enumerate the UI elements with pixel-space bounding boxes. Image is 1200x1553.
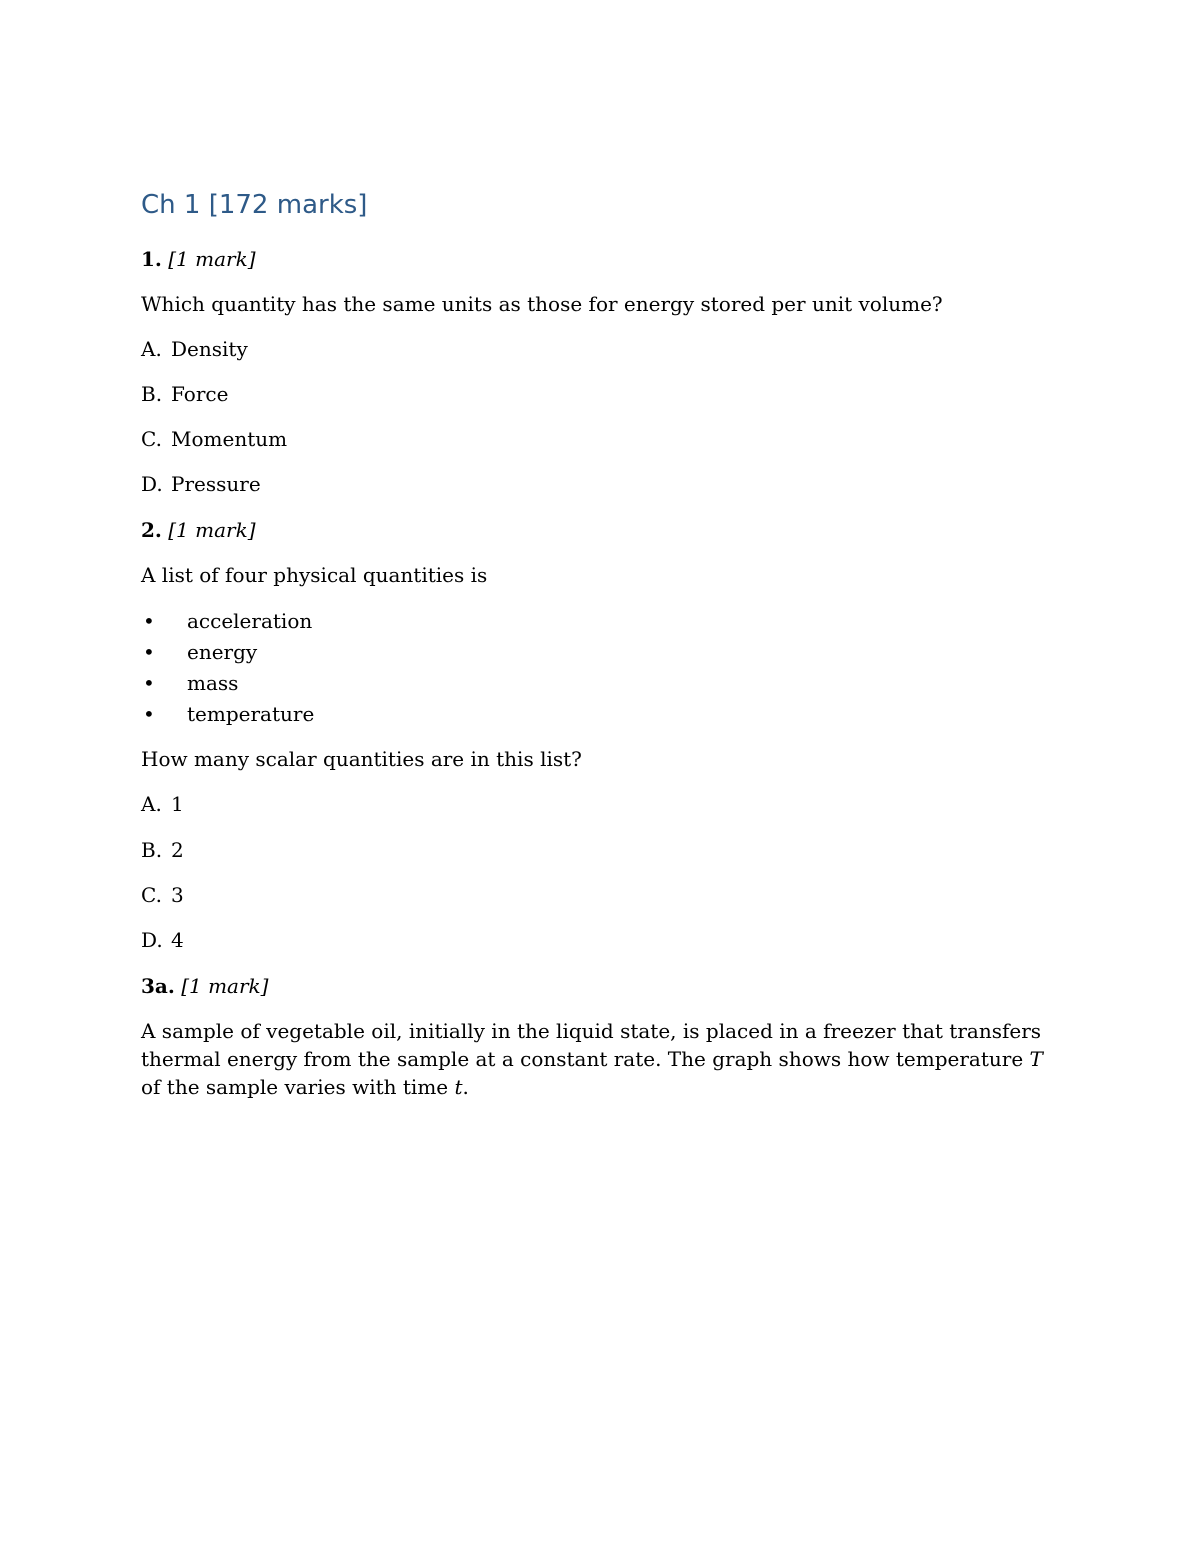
- question-number: 1.: [141, 247, 162, 271]
- option-letter: B.: [141, 838, 163, 862]
- question-2-option-c: [141, 881, 184, 909]
- question-marks: [1 mark]: [181, 974, 269, 998]
- list-item: [141, 700, 314, 731]
- option-letter: C.: [141, 427, 162, 451]
- list-item: [141, 607, 314, 638]
- question-1-option-a: [141, 335, 248, 363]
- list-item: [141, 669, 314, 700]
- question-2-header: [141, 516, 256, 544]
- option-text: 3: [171, 883, 184, 907]
- question-2-intro: A list of four physical quantities is: [141, 563, 488, 587]
- question-3a-text: [141, 1017, 1061, 1101]
- question-1-option-d: [141, 470, 261, 498]
- question-2-option-a: [141, 790, 184, 818]
- question-1-prompt: Which quantity has the same units as those for energy stored per unit volume?: [141, 292, 943, 316]
- list-item-text: acceleration: [187, 609, 313, 633]
- question-2-option-b: [141, 836, 184, 864]
- question-3a-header: [141, 972, 268, 1000]
- bullet-icon: •: [143, 640, 155, 664]
- option-text: Momentum: [171, 427, 288, 451]
- option-letter: B.: [141, 382, 163, 406]
- option-letter: D.: [141, 472, 163, 496]
- text-segment: A sample of vegetable oil, initially in the liquid state, is placed in a freezer that transfers thermal energy from the sample at a constant rate. The graph shows how temperature: [141, 1019, 1042, 1071]
- list-item: [141, 638, 314, 669]
- option-text: Force: [171, 382, 229, 406]
- option-text: Pressure: [171, 472, 261, 496]
- bullet-icon: •: [143, 609, 155, 633]
- option-letter: A.: [141, 337, 162, 361]
- bullet-icon: •: [143, 702, 155, 726]
- question-2-prompt: How many scalar quantities are in this list?: [141, 747, 582, 771]
- chapter-title: Ch 1 [172 marks]: [141, 190, 368, 220]
- list-item-text: energy: [187, 640, 258, 664]
- question-1-option-b: [141, 380, 228, 408]
- option-text: 1: [171, 792, 184, 816]
- question-number: 2.: [141, 518, 162, 542]
- variable-T: T: [1029, 1047, 1043, 1071]
- list-item-text: mass: [187, 671, 239, 695]
- option-text: Density: [171, 337, 248, 361]
- variable-t: t: [454, 1075, 463, 1099]
- text-segment: of the sample varies with time: [141, 1075, 455, 1099]
- question-marks: [1 mark]: [168, 518, 256, 542]
- question-marks: [1 mark]: [168, 247, 256, 271]
- question-1-option-c: [141, 425, 287, 453]
- question-number: 3a.: [141, 974, 175, 998]
- question-1-header: [141, 245, 256, 273]
- option-text: 2: [171, 838, 184, 862]
- option-letter: D.: [141, 928, 163, 952]
- option-letter: A.: [141, 792, 162, 816]
- option-text: 4: [171, 928, 184, 952]
- option-letter: C.: [141, 883, 162, 907]
- quantity-bullet-list: [141, 607, 314, 731]
- list-item-text: temperature: [187, 702, 315, 726]
- question-2-option-d: [141, 926, 184, 954]
- text-segment: .: [462, 1075, 469, 1099]
- bullet-icon: •: [143, 671, 155, 695]
